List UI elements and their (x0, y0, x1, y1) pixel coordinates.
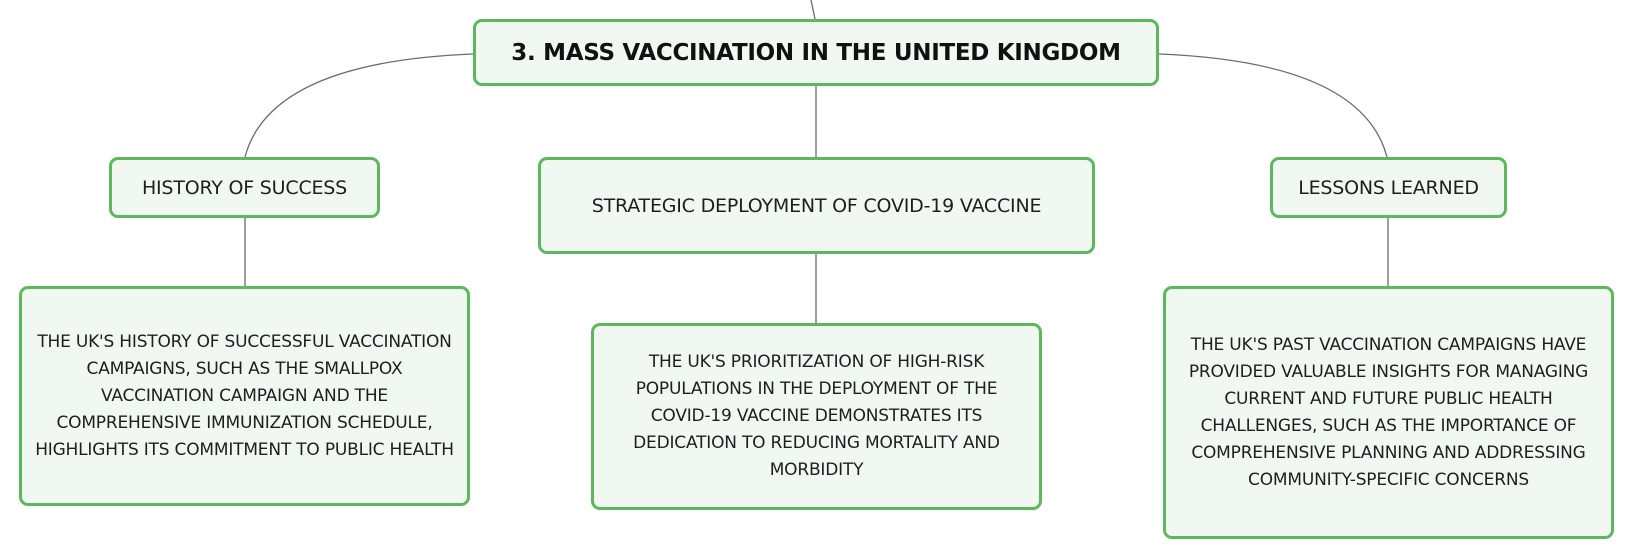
branch-label: LESSONS LEARNED (1298, 176, 1479, 199)
branch-label: STRATEGIC DEPLOYMENT OF COVID-19 VACCINE (591, 194, 1042, 217)
branch-node-lessons-learned[interactable] (1270, 157, 1507, 218)
connector-root-to-history (245, 54, 473, 157)
connector-from-parent (811, 0, 815, 19)
branch-node-history-of-success[interactable] (109, 157, 380, 218)
branch-label: HISTORY OF SUCCESS (141, 176, 348, 199)
connector-root-to-lessons (1159, 54, 1387, 157)
root-topic-label: 3. MASS VACCINATION IN THE UNITED KINGDOM (511, 39, 1121, 66)
branch-node-strategic-deployment[interactable] (538, 157, 1095, 254)
detail-text: THE UK'S PRIORITIZATION OF HIGH-RISK POPULATIONS IN THE DEPLOYMENT OF THE COVID-19 VACCINE DEMONSTRATES ITS DEDICATION TO REDUCING MORTALITY AND MORBIDITY (633, 352, 1000, 480)
detail-node-history-of-success[interactable] (19, 286, 470, 506)
detail-text: THE UK'S PAST VACCINATION CAMPAIGNS HAVE PROVIDED VALUABLE INSIGHTS FOR MANAGING CURRENT AND FUTURE PUBLIC HEALTH CHALLENGES, SUCH AS THE IMPORTANCE OF COMPREHENSIVE PLANNING AND ADDRESSING COMMUNITY-SPECIFIC CONCERNS (1188, 334, 1589, 490)
root-topic-node[interactable] (473, 19, 1159, 86)
detail-node-strategic-deployment[interactable] (591, 323, 1042, 510)
detail-node-lessons-learned[interactable] (1163, 286, 1614, 539)
detail-text: THE UK'S HISTORY OF SUCCESSFUL VACCINATION CAMPAIGNS, SUCH AS THE SMALLPOX VACCINATION CAMPAIGN AND THE COMPREHENSIVE IMMUNIZATION SCHEDULE, HIGHLIGHTS ITS COMMITMENT TO PUBLIC HEALTH (35, 331, 454, 460)
